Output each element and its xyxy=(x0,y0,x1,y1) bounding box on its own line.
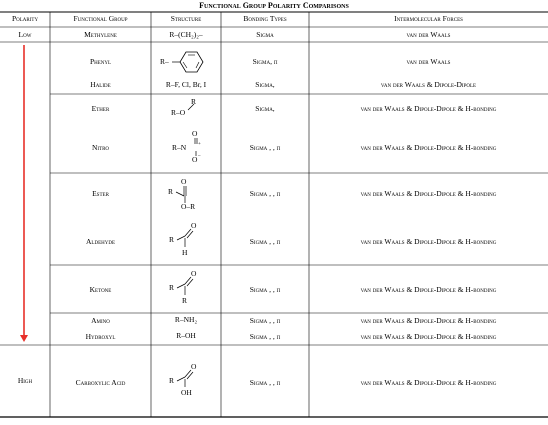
structure-ketone-r1: R xyxy=(169,283,175,292)
bonding-nitro: Sigma , , π xyxy=(249,143,281,152)
group-halide: Halide xyxy=(90,80,111,89)
carboxylic-acid-bonds xyxy=(177,370,193,387)
header-functional-group: Functional Group xyxy=(73,14,128,23)
polarity-high-label: High xyxy=(17,376,33,385)
forces-carboxylic-acid: van der Waals & Dipole-Dipole & H-bonding xyxy=(360,378,497,387)
structure-ester-or: O–R xyxy=(181,202,196,211)
structure-phenyl: R– xyxy=(160,57,169,66)
bonding-ether: Sigma, xyxy=(255,104,275,113)
structure-hydroxyl: R–OH xyxy=(176,331,196,340)
structure-nitro-plus: + xyxy=(198,142,201,147)
bonding-halide: Sigma, xyxy=(255,80,275,89)
structure-nitro: R–N xyxy=(172,143,187,152)
header-structure: Structure xyxy=(170,14,202,23)
structure-nitro-o-top: O xyxy=(192,129,198,138)
bonding-hydroxyl: Sigma , , π xyxy=(249,332,281,341)
bonding-ester: Sigma , , π xyxy=(249,189,281,198)
structure-methylene: R–(CH₂)₂– xyxy=(169,30,203,39)
bonding-ketone: Sigma , , π xyxy=(249,285,281,294)
structure-acid-o: O xyxy=(191,362,197,371)
structure-acid-r: R xyxy=(169,376,175,385)
structure-ester-r: R xyxy=(168,187,174,196)
structure-aldehyde-r: R xyxy=(169,235,175,244)
nitro-bonds xyxy=(195,138,197,156)
forces-halide: van der Waals & Dipole-Dipole xyxy=(380,80,477,89)
polarity-low-label: Low xyxy=(18,30,32,39)
header-intermolecular-forces: Intermolecular Forces xyxy=(394,14,463,23)
header-bonding-types: Bonding Types xyxy=(243,14,287,23)
structure-halide: R–F, Cl, Br, I xyxy=(165,80,207,89)
structure-nitro-minus: – xyxy=(198,154,201,159)
group-ester: Ester xyxy=(92,189,109,198)
group-ketone: Ketone xyxy=(89,285,112,294)
structure-ester-o-top: O xyxy=(181,177,187,186)
structure-nitro-o-bot: O xyxy=(192,155,198,164)
benzene-ring-icon xyxy=(172,52,203,72)
bonding-phenyl: Sigma, π xyxy=(252,57,278,66)
structure-ketone-r2: R xyxy=(182,296,188,305)
forces-aldehyde: van der Waals & Dipole-Dipole & H-bonding xyxy=(360,237,497,246)
forces-hydroxyl: van der Waals & Dipole-Dipole & H-bonding xyxy=(360,332,497,341)
bonding-amino: Sigma , , π xyxy=(249,316,281,325)
group-methylene: Methylene xyxy=(84,30,117,39)
structure-ether: R–O xyxy=(171,108,186,117)
forces-ketone: van der Waals & Dipole-Dipole & H-bonding xyxy=(360,285,497,294)
table-title: Functional Group Polarity Comparisons xyxy=(199,1,349,10)
forces-amino: van der Waals & Dipole-Dipole & H-bonding xyxy=(360,316,497,325)
structure-ketone-o: O xyxy=(191,269,197,278)
forces-methylene: van der Waals xyxy=(406,30,451,39)
forces-phenyl: van der Waals xyxy=(406,57,451,66)
structure-aldehyde-h: H xyxy=(182,248,188,257)
polarity-arrowhead xyxy=(20,335,28,342)
group-ether: Ether xyxy=(91,104,110,113)
header-polarity: Polarity xyxy=(11,14,39,23)
aldehyde-bonds xyxy=(177,229,193,247)
structure-aldehyde-o: O xyxy=(191,221,197,230)
bonding-aldehyde: Sigma , , π xyxy=(249,237,281,246)
forces-nitro: van der Waals & Dipole-Dipole & H-bonding xyxy=(360,143,497,152)
group-phenyl: Phenyl xyxy=(89,57,112,66)
forces-ester: van der Waals & Dipole-Dipole & H-bonding xyxy=(360,189,497,198)
forces-ether: van der Waals & Dipole-Dipole & H-bonding xyxy=(360,104,497,113)
bonding-carboxylic-acid: Sigma , , π xyxy=(249,378,281,387)
bonding-methylene: Sigma xyxy=(256,30,274,39)
group-hydroxyl: Hydroxyl xyxy=(85,332,116,341)
group-carboxylic-acid: Carboxylic Acid xyxy=(75,378,126,387)
group-nitro: Nitro xyxy=(91,143,110,152)
ketone-bonds xyxy=(177,277,193,295)
group-aldehyde: Aldehyde xyxy=(85,237,116,246)
structure-amino: R–NH₂ xyxy=(174,315,198,324)
group-amino: Amino xyxy=(91,316,110,325)
structure-ether-r: R xyxy=(191,97,197,106)
structure-acid-oh: OH xyxy=(181,388,192,397)
